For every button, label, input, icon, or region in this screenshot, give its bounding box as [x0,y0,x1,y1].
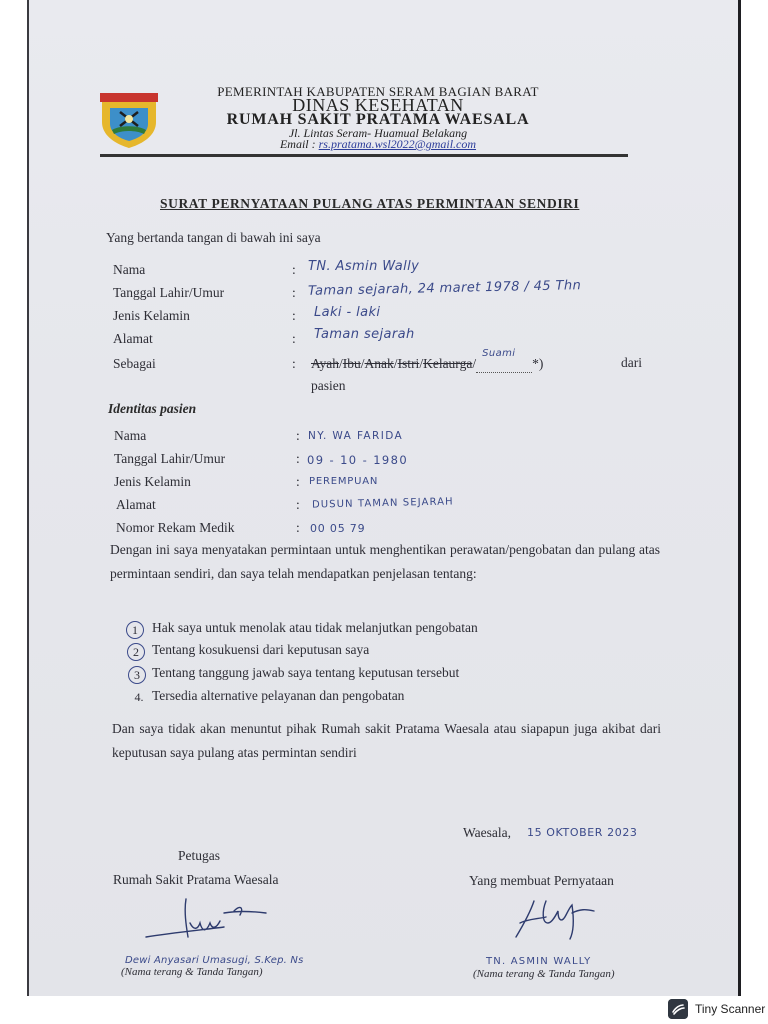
signer-gender-label: Jenis Kelamin [113,308,190,323]
role-dari-text: dari [621,355,642,370]
patient-identity-heading: Identitas pasien [108,401,197,416]
list-number-circled: 1 [126,621,144,639]
role-option-struck: Ibu [342,356,361,371]
email-link[interactable]: rs.pratama.wsl2022@gmail.com [318,137,477,151]
patient-gender-value: PEREMPUAN [309,476,379,487]
scanner-app-icon [668,999,688,1019]
signer-birth-label: Tanggal Lahir/Umur [113,285,225,300]
patient-mrn-label: Nomor Rekam Medik [116,520,235,535]
header-divider [100,154,628,157]
patient-name-value: NY. WA FARIDA [308,430,404,442]
patient-gender-label: Jenis Kelamin [114,474,191,489]
role-filled-value: Suami [482,348,516,359]
signer-birth-value: Taman sejarah, 24 maret 1978 / 45 Thn [307,278,582,299]
signer-address-value: Taman sejarah [314,327,415,342]
list-item: Hak saya untuk menolak atau tidak melanjutkan pengobatan [152,620,478,635]
header-agency-line: DINAS KESEHATAN [292,95,464,115]
colon: : [296,497,300,512]
list-item: Tentang tanggung jawab saya tentang keputusan tersebut [152,665,460,680]
patient-birth-value: 09 - 10 - 1980 [307,453,409,467]
patient-name-label: Nama [114,428,147,443]
role-option-struck: Ayah [311,356,340,371]
list-item: Tentang kosukuensi dari keputusan saya [152,642,370,657]
signer-name-value: TN. Asmin Wally [308,259,420,274]
signer-gender-value: Laki - laki [314,305,381,320]
role-pasien-text: pasien [311,378,346,393]
colon: : [292,356,296,371]
place-text: Waesala, [463,825,512,840]
scanner-footer [0,996,768,1024]
colon: : [296,451,300,466]
role-option-struck: Kelaurga [423,356,473,371]
intro-text: Yang bertanda tangan di bawah ini saya [106,230,321,245]
date-value: 15 OKTOBER 2023 [527,826,638,839]
colon: : [292,285,296,300]
declarant-caption: (Nama terang & Tanda Tangan) [473,968,615,980]
colon: : [292,262,296,277]
scanner-app-name: Tiny Scanner [695,1002,766,1016]
role-option-struck: Anak [364,356,394,371]
page-right-edge [738,0,741,996]
signer-role-label: Sebagai [113,356,156,371]
role-option-struck: Istri [397,356,420,371]
colon: : [296,428,300,443]
patient-mrn-value: 00 05 79 [310,522,366,535]
colon: : [296,520,300,535]
signer-role-options: Ayah/Ibu/Anak/Istri/Kelaurga/ Suami *) [311,348,544,371]
officer-role: Petugas [178,848,220,863]
role-footnote-mark: *) [532,356,544,371]
declarant-signature [512,893,602,943]
patient-address-label: Alamat [116,497,156,512]
officer-signature [140,893,270,943]
officer-institution: Rumah Sakit Pratama Waesala [113,872,279,887]
officer-name: Dewi Anyasari Umasugi, S.Kep. Ns [125,955,304,966]
header-hospital-name: RUMAH SAKIT PRATAMA WAESALA [226,111,530,128]
email-label: Email : [279,137,319,151]
page-left-edge [27,0,29,996]
signer-name-label: Nama [113,262,146,277]
statement-paragraph: Dengan ini saya menyatakan permintaan untuk menghentikan perawatan/pengobatan dan pulang atas permintaan sendiri, dan saya telah mendapatkan penjelasan tentang: [110,542,660,581]
list-number-circled: 3 [128,666,146,684]
list-number-circled: 2 [127,643,145,661]
officer-caption: (Nama terang & Tanda Tangan) [121,966,263,978]
document-title: SURAT PERNYATAAN PULANG ATAS PERMINTAAN SENDIRI [160,196,580,211]
header-government-line: PEMERINTAH KABUPATEN SERAM BAGIAN BARAT [217,84,539,99]
list-number: 4. [134,690,144,704]
declarant-name: TN. ASMIN WALLY [486,956,592,967]
patient-address-value: DUSUN TAMAN SEJARAH [311,496,454,511]
colon: : [296,474,300,489]
colon: : [292,331,296,346]
declarant-role: Yang membuat Pernyataan [469,873,614,888]
list-item: Tersedia alternative pelayanan dan pengobatan [152,688,405,703]
colon: : [292,308,296,323]
header-email-line [128,137,628,152]
signer-address-label: Alamat [113,331,153,346]
header-address: Jl. Lintas Seram- Huamual Belakang [288,126,468,140]
patient-birth-label: Tanggal Lahir/Umur [114,451,226,466]
closing-paragraph: Dan saya tidak akan menuntut pihak Rumah sakit Pratama Waesala atau siapapun juga akibat dari keputusan saya pulang atas permintan sendiri [112,721,661,760]
